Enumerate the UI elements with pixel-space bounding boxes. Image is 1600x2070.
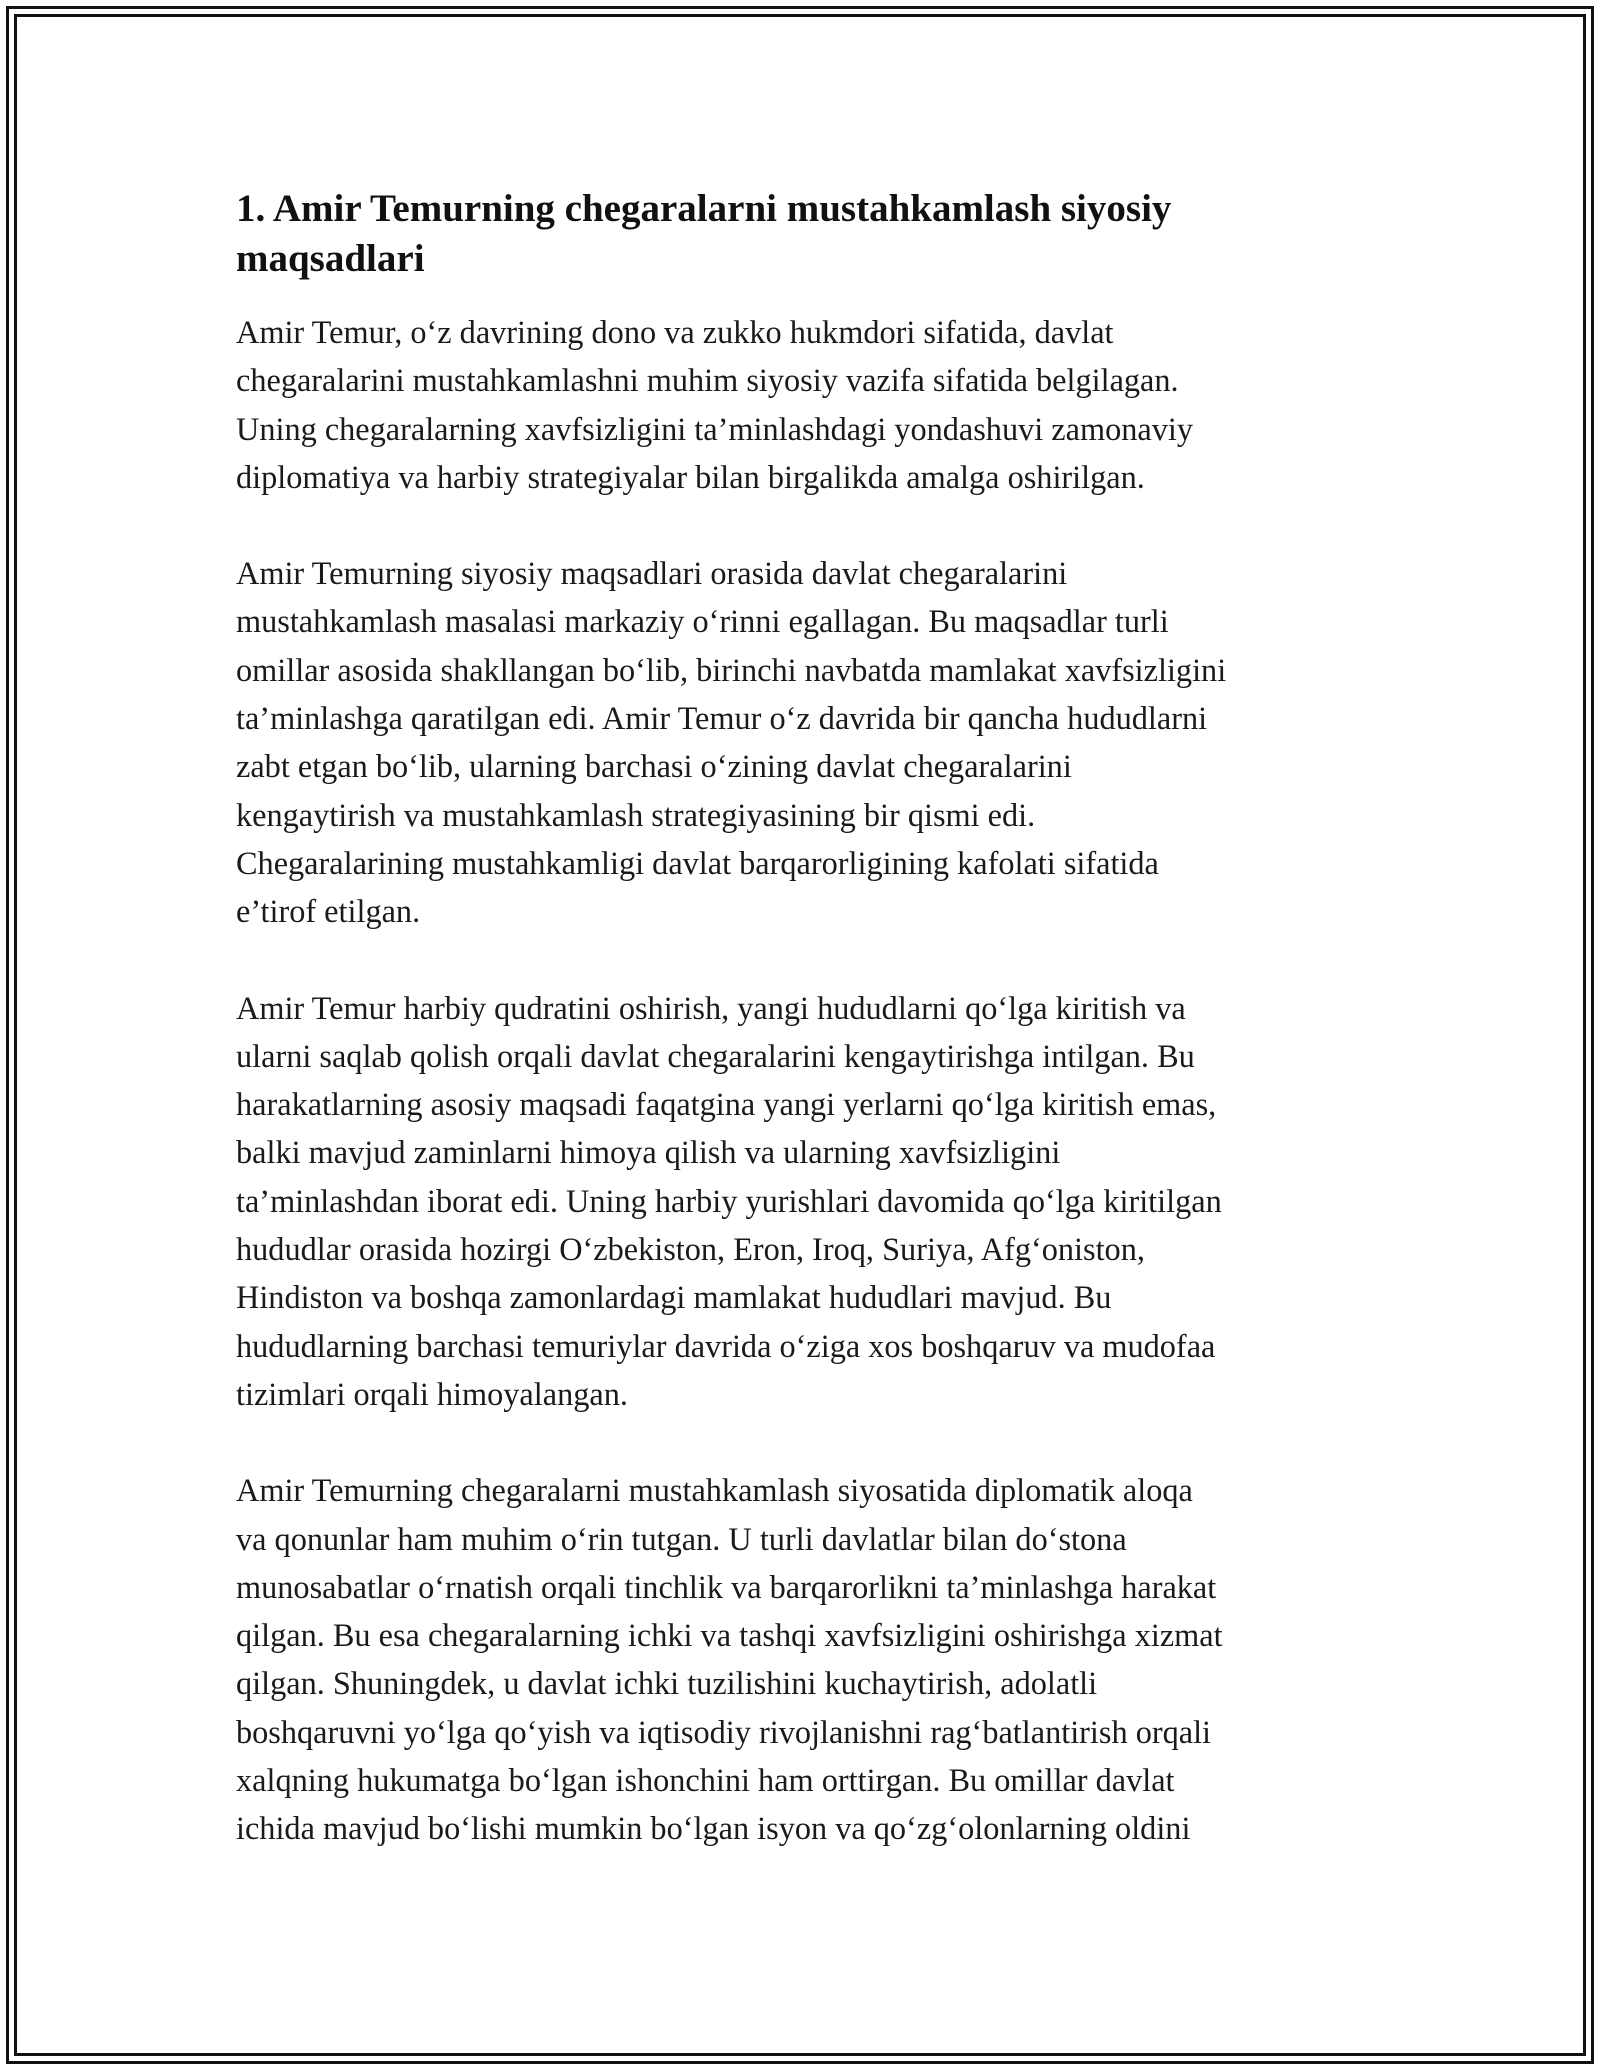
text-line: diplomatiya va harbiy strategiyalar bilan birgalikda amalga oshirilgan. (236, 458, 1145, 495)
text-line: balki mavjud zaminlarni himoya qilish va ularning xavfsizligini (236, 1134, 1061, 1171)
text-line: ta’minlashga qaratilgan edi. Amir Temur o‘z davrida bir qancha hududlarni (236, 700, 1208, 737)
text-line: Amir Temurning siyosiy maqsadlari orasida davlat chegaralarini (236, 555, 1068, 592)
paragraph (236, 308, 1376, 501)
text-line: qilgan. Shuningdek, u davlat ichki tuzilishini kuchaytirish, adolatli (236, 1665, 1098, 1702)
text-line: qilgan. Bu esa chegaralarning ichki va tashqi xavfsizligini oshirishga xizmat (236, 1617, 1223, 1654)
text-line: harakatlarning asosiy maqsadi faqatgina yangi yerlarni qo‘lga kiritish emas, (236, 1086, 1217, 1123)
text-line: hududlar orasida hozirgi O‘zbekiston, Eron, Iroq, Suriya, Afg‘oniston, (236, 1231, 1145, 1268)
paragraph (236, 984, 1376, 1419)
text-line: boshqaruvni yo‘lga qo‘yish va iqtisodiy rivojlanishni rag‘batlantirish orqali (236, 1713, 1212, 1750)
text-line: ichida mavjud bo‘lishi mumkin bo‘lgan isyon va qo‘zg‘olonlarning oldini (236, 1810, 1191, 1847)
text-line: Hindiston va boshqa zamonlardagi mamlakat hududlari mavjud. Bu (236, 1279, 1112, 1316)
paragraph (236, 1466, 1376, 1852)
text-line: munosabatlar o‘rnatish orqali tinchlik va barqarorlikni ta’minlashga harakat (236, 1568, 1217, 1605)
text-line: mustahkamlash masalasi markaziy o‘rinni egallagan. Bu maqsadlar turli (236, 603, 1169, 640)
text-line: xalqning hukumatga bo‘lgan ishonchini ham orttirgan. Bu omillar davlat (236, 1762, 1175, 1799)
section-heading (236, 184, 1376, 284)
text-line: Amir Temurning chegaralarni mustahkamlash siyosatida diplomatik aloqa (236, 1472, 1193, 1509)
text-line: Amir Temur harbiy qudratini oshirish, yangi hududlarni qo‘lga kiritish va (236, 989, 1186, 1026)
text-line: ularni saqlab qolish orqali davlat chegaralarini kengaytirishga intilgan. Bu (236, 1037, 1195, 1074)
document-body (236, 184, 1376, 1901)
text-line: tizimlari orqali himoyalangan. (236, 1375, 628, 1412)
text-line: ta’minlashdan iborat edi. Uning harbiy yurishlari davomida qo‘lga kiritilgan (236, 1182, 1222, 1219)
heading-line: maqsadlari (236, 237, 425, 280)
text-line: Uning chegaralarning xavfsizligini ta’minlashdagi yondashuvi zamonaviy (236, 410, 1193, 447)
text-line: omillar asosida shakllangan bo‘lib, birinchi navbatda mamlakat xavfsizligini (236, 651, 1227, 688)
text-line: kengaytirish va mustahkamlash strategiyasining bir qismi edi. (236, 796, 1036, 833)
paragraph (236, 549, 1376, 935)
text-line: zabt etgan bo‘lib, ularning barchasi o‘zining davlat chegaralarini (236, 748, 1072, 785)
text-line: Chegaralarining mustahkamligi davlat barqarorligining kafolati sifatida (236, 844, 1159, 881)
text-line: Amir Temur, o‘z davrining dono va zukko hukmdori sifatida, davlat (236, 314, 1114, 350)
text-line: va qonunlar ham muhim o‘rin tutgan. U turli davlatlar bilan do‘stona (236, 1520, 1127, 1557)
text-line: chegaralarini mustahkamlashni muhim siyosiy vazifa sifatida belgilagan. (236, 362, 1179, 399)
text-line: hududlarning barchasi temuriylar davrida o‘ziga xos boshqaruv va mudofaa (236, 1327, 1216, 1364)
heading-line: 1. Amir Temurning chegaralarni mustahkamlash siyosiy (236, 187, 1172, 230)
text-line: e’tirof etilgan. (236, 893, 421, 930)
